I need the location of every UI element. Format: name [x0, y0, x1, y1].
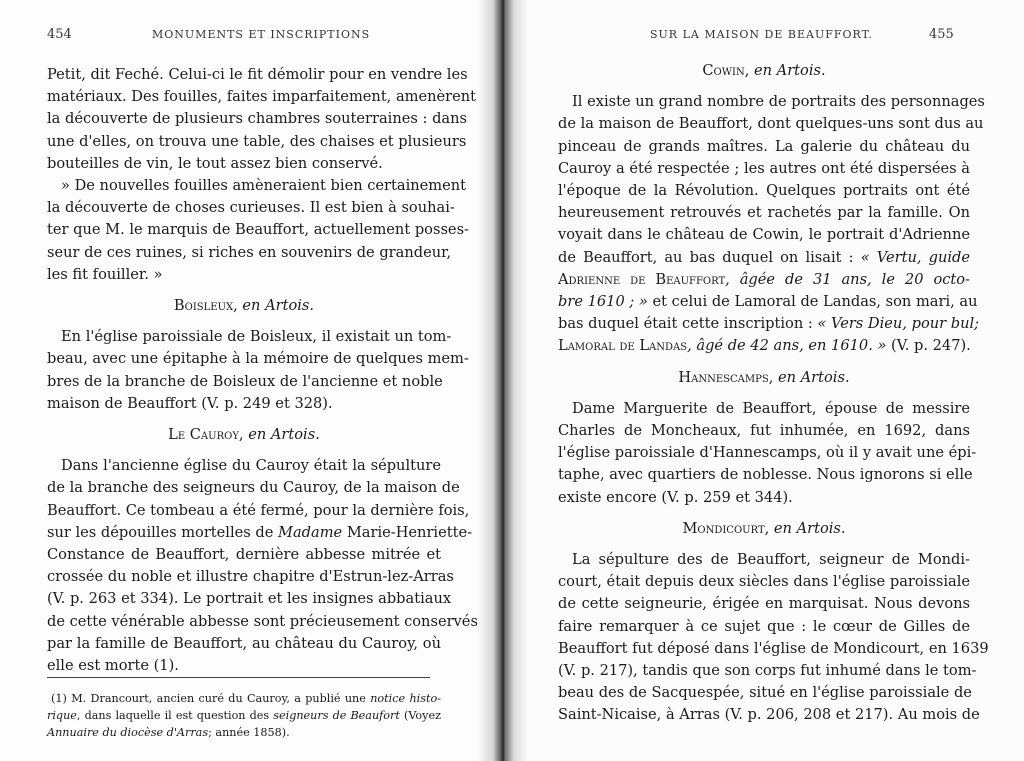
text-line: Charles de Moncheaux, fut inhumée, en 1692, dans	[558, 422, 970, 440]
text-line: taphe, avec quartiers de noblesse. Nous ignorons si elle	[558, 466, 973, 484]
footnote-italic: seigneurs de Beaufort	[273, 709, 400, 722]
section-title-cowin: Cowin, en Artois.	[702, 62, 826, 79]
text-line: faire remarquer à ce sujet que : le cœur de Gilles de	[558, 617, 970, 635]
text-segment: Marie-Henriette-	[346, 523, 473, 541]
text-segment-smallcaps: Adrienne de Beauffort	[558, 270, 726, 288]
section-title-le-cauroy: Le Cauroy, en Artois.	[168, 426, 320, 444]
section-title-boisleux: Boisleux, en Artois.	[173, 297, 315, 315]
section-region: en Artois.	[242, 297, 315, 315]
footnote-line	[47, 707, 441, 724]
footnote-italic: notice histo-	[370, 692, 441, 705]
text-segment-italic: , âgée de 31 ans, le 20 octo-	[725, 270, 970, 288]
text-line: par la famille de Beauffort, au château du Cauroy, où	[47, 634, 441, 652]
section-title-hannescamps: Hannescamps, en Artois.	[678, 368, 850, 386]
section-region: en Artois.	[773, 519, 846, 537]
text-segment-italic: , âgé de 42 ans, en 1610. »	[687, 337, 887, 355]
text-line: pinceau de grands maîtres. La galerie du château du	[558, 137, 970, 155]
text-segment-italic: bre 1610 ; »	[558, 293, 648, 311]
page-number: 454	[47, 27, 72, 42]
text-line: de cette vénérable abbesse sont précieusement conservés	[47, 612, 478, 630]
text-line: Petit, dit Feché. Celui-ci le fit démolir pour en vendre les	[47, 66, 468, 83]
section-place: Boisleux	[173, 297, 234, 315]
text-line: une d'elles, on trouva une table, des chaises et plusieurs	[47, 132, 467, 150]
text-line: Constance de Beauffort, dernière abbesse mitrée et	[47, 546, 441, 564]
footnote-line	[47, 724, 441, 741]
footnote-italic: Annuaire du diocèse d'Arras	[47, 726, 209, 739]
text-line: La sépulture des de Beauffort, seigneur de Mondi-	[572, 551, 970, 569]
text-segment: et celui de Lamoral de Landas, son mari, au	[652, 293, 978, 311]
text-line: » De nouvelles fouilles amèneraient bien certainement	[61, 177, 467, 195]
left-page	[0, 0, 492, 761]
text-line: la découverte de plusieurs chambres souterraines : dans	[47, 110, 468, 128]
text-line: En l'église paroissiale de Boisleux, il existait un tom-	[61, 328, 452, 346]
text-line: Cauroy a été respectée ; les autres ont été dispersées à	[558, 159, 970, 177]
text-segment-italic: « Vers Dieu, pour bul;	[817, 315, 980, 333]
text-line: bres de la branche de Boisleux de l'ancienne et noble	[47, 372, 443, 390]
text-line: seur de ces ruines, si riches en souvenirs de grandeur,	[47, 243, 452, 261]
footnote	[47, 690, 441, 741]
text-line	[558, 313, 980, 335]
text-line: Dans l'ancienne église du Cauroy était la sépulture	[61, 457, 441, 475]
text-segment-italic: Madame	[278, 523, 343, 541]
text-line: Beauffort fut déposé dans l'église de Mondicourt, en 1639	[558, 639, 989, 657]
text-line: Dame Marguerite de Beauffort, épouse de messire	[572, 399, 970, 417]
section-region: en Artois.	[777, 368, 850, 386]
footnote-text: ; année 1858).	[208, 726, 290, 739]
text-line: (V. p. 263 et 334). Le portrait et les insignes abbatiaux	[47, 590, 452, 608]
section-place: Mondicourt	[682, 519, 765, 537]
section-place: Le Cauroy	[168, 426, 239, 444]
text-line: Il existe un grand nombre de portraits des personnages	[572, 93, 985, 111]
footnote-italic: rique	[47, 709, 77, 722]
text-line: l'époque de la Révolution. Quelques portraits ont été	[558, 182, 970, 200]
text-segment-smallcaps: Lamoral de Landas	[558, 337, 688, 355]
text-line	[558, 335, 970, 357]
text-line: l'église paroissiale d'Hannescamps, où il y avait une épi-	[558, 444, 977, 462]
page-number: 455	[929, 27, 954, 42]
text-line: la découverte de choses curieuses. Il est bien à souhai-	[47, 199, 455, 217]
text-line: de cette seigneurie, érigée en marquisat. Nous devons	[558, 595, 970, 613]
text-line: court, était depuis deux siècles dans l'église paroissiale	[558, 573, 970, 591]
right-text-column	[558, 60, 989, 727]
footnote-line	[47, 690, 441, 707]
book-gutter-shadow	[478, 0, 528, 761]
text-segment: sur les dépouilles mortelles de	[47, 523, 274, 541]
text-line: de la branche des seigneurs du Cauroy, de la maison de	[47, 479, 460, 497]
text-line: matériaux. Des fouilles, faites imparfaitement, amenèrent	[47, 88, 477, 106]
right-page	[508, 0, 1024, 761]
text-line: ter que M. le marquis de Beauffort, actuellement posses-	[47, 221, 469, 239]
text-line	[558, 247, 970, 269]
footnote-text: (Voyez	[404, 709, 441, 722]
text-line: (V. p. 217), tandis que son corps fut inhumé dans le tom-	[558, 662, 977, 680]
text-line: crossée du noble et illustre chapitre d'Estrun-lez-Arras	[47, 568, 454, 586]
text-line	[558, 269, 970, 291]
text-line: de la maison de Beauffort, dont quelques-uns sont dus au	[558, 115, 984, 133]
text-line	[47, 522, 473, 544]
footnote-text: , dans laquelle il est question des	[76, 709, 270, 722]
text-line: Beauffort. Ce tombeau a été fermé, pour la dernière fois,	[47, 501, 470, 519]
footnote-marker: (1)	[51, 692, 67, 705]
section-place: Cowin	[702, 62, 745, 79]
footnote-text: M. Drancourt, ancien curé du Cauroy, a publié une	[71, 692, 366, 705]
text-line: beau, avec une épitaphe à la mémoire de quelques mem-	[47, 350, 469, 368]
text-segment: bas duquel était cette inscription :	[558, 315, 813, 333]
text-line: voyait dans le château de Cowin, le portrait d'Adrienne	[558, 226, 970, 244]
text-line: existe encore (V. p. 259 et 344).	[558, 488, 793, 506]
section-region: en Artois.	[753, 62, 826, 79]
text-line: beau des de Sacquespée, situé en l'église paroissiale de	[558, 684, 972, 702]
text-line: les fit fouiller. »	[47, 265, 163, 283]
running-head: SUR LA MAISON DE BEAUFFORT.	[650, 28, 873, 41]
section-title-mondicourt: Mondicourt, en Artois.	[682, 519, 846, 537]
text-line: elle est morte (1).	[47, 657, 179, 675]
text-line: heureusement retrouvés et rachetés par la famille. On	[558, 204, 970, 222]
text-line: Saint-Nicaise, à Arras (V. p. 206, 208 et 217). Au mois de	[558, 706, 980, 724]
section-region: en Artois.	[248, 426, 320, 444]
footnote-rule	[47, 677, 430, 678]
text-line: bouteilles de vin, le tout assez bien conservé.	[47, 154, 383, 172]
left-text-column	[47, 64, 478, 677]
text-segment: de Beauffort, au bas duquel on lisait :	[558, 248, 854, 266]
text-line: maison de Beauffort (V. p. 249 et 328).	[47, 394, 333, 412]
text-segment: (V. p. 247).	[891, 337, 971, 355]
running-head: MONUMENTS ET INSCRIPTIONS	[152, 28, 371, 41]
text-line	[558, 291, 978, 313]
section-place: Hannescamps	[678, 368, 769, 386]
text-segment-italic: « Vertu, guide	[860, 248, 971, 266]
